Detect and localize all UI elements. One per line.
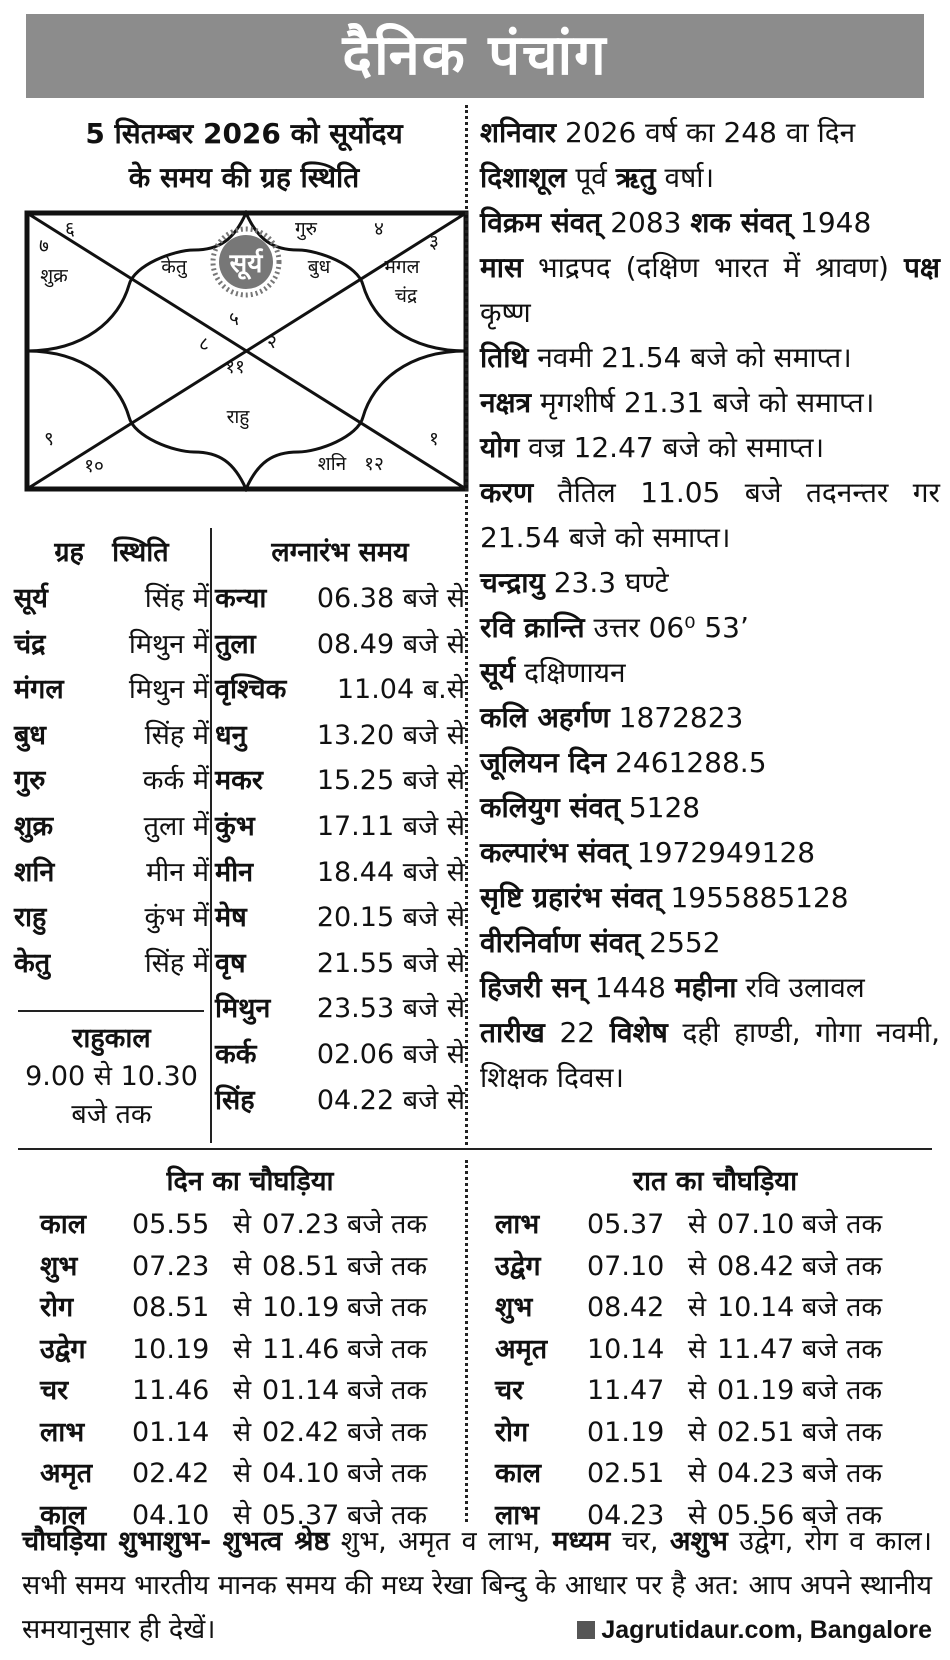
lagna-row	[215, 895, 465, 941]
info-line-kali-ahargan	[480, 695, 940, 740]
divider-vertical-left	[210, 528, 212, 1143]
graha-row	[14, 804, 209, 850]
chog-to: 01.14	[262, 1375, 340, 1406]
info-label: शक संवत्	[690, 206, 792, 239]
planet-shani: शनि	[317, 453, 347, 475]
graha-table	[14, 530, 209, 986]
chog-to: 10.19	[262, 1292, 340, 1323]
lagna-row	[215, 667, 465, 713]
info-line-vaar	[480, 110, 940, 155]
info-value: उत्तर 06⁰ 53’	[593, 611, 749, 644]
planet-budh: बुध	[307, 256, 331, 278]
lagna-time: 08.49 बजे से	[316, 628, 465, 660]
lagna-rashi: कुंभ	[215, 810, 255, 842]
graha-pos: मिथुन में	[128, 628, 209, 660]
lagna-time: 21.55 बजे से	[316, 947, 465, 979]
info-line-tarikh	[480, 1010, 940, 1100]
lagna-rashi: कन्या	[215, 583, 267, 614]
chog-tak: बजे तक	[802, 1250, 883, 1282]
info-value: भाद्रपद (दक्षिण भारत में श्रावण)	[537, 251, 889, 284]
lagna-rashi: तुला	[215, 628, 256, 660]
info-line-samvat	[480, 200, 940, 245]
chog-from: 10.14	[587, 1333, 665, 1365]
chog-tak: बजे तक	[802, 1209, 883, 1240]
chart-title-line2: के समय की ग्रह स्थिति	[128, 161, 360, 194]
chog-to: 11.47	[717, 1333, 795, 1365]
info-label: करण	[480, 476, 534, 509]
raat-choghadiya	[495, 1160, 935, 1536]
chog-to: 05.37	[262, 1499, 340, 1531]
chog-from: 01.19	[587, 1416, 665, 1448]
chog-name: उद्वेग	[40, 1333, 86, 1365]
lagna-row	[215, 713, 465, 759]
chog-from: 07.23	[132, 1250, 210, 1282]
graha-header-col1: ग्रह	[54, 537, 84, 568]
info-line-hijri	[480, 965, 940, 1010]
lagna-rashi: मिथुन	[215, 993, 271, 1025]
info-label: विक्रम संवत्	[480, 206, 602, 239]
chog-se: से	[687, 1292, 707, 1323]
info-line-yog	[480, 425, 940, 470]
info-label: वीरनिर्वाण संवत्	[480, 926, 641, 959]
graha-row	[14, 667, 209, 713]
info-value: 5128	[628, 791, 701, 824]
info-line-chandrayu	[480, 560, 940, 605]
info-label: तिथि	[480, 341, 529, 374]
page-title: दैनिक पंचांग	[26, 14, 924, 98]
lagna-time: 17.11 बजे से	[316, 810, 465, 842]
info-label: महीना	[674, 971, 737, 1004]
lagna-table	[215, 530, 465, 1123]
divider-vertical-main	[465, 105, 468, 1145]
chog-row	[40, 1412, 460, 1454]
house-11: ११	[225, 356, 245, 378]
house-4: ४	[374, 218, 384, 240]
info-value: 2461288.5	[615, 746, 767, 779]
chog-to: 04.10	[262, 1458, 340, 1489]
chog-row	[495, 1370, 935, 1412]
rahukaal-box	[14, 1020, 209, 1134]
chog-tak: बजे तक	[802, 1416, 883, 1448]
chog-to: 02.42	[262, 1416, 340, 1448]
din-choghadiya	[40, 1160, 460, 1536]
info-value: 2552	[649, 926, 721, 959]
brand-text: Jagrutidaur.com, Bangalore	[601, 1616, 932, 1644]
chog-name: काल	[40, 1209, 87, 1240]
footer-bold: मध्यम	[552, 1526, 611, 1557]
info-value: वर्षा।	[664, 161, 715, 194]
info-label: कलियुग संवत्	[480, 791, 620, 824]
lagna-row	[215, 576, 465, 622]
chog-tak: बजे तक	[347, 1209, 428, 1240]
planet-chandra: चंद्र	[394, 285, 418, 307]
house-9: ९	[44, 428, 54, 450]
info-label: तारीख	[480, 1016, 545, 1049]
info-value: तैतिल 11.05 बजे तदनन्तर गर 21.54 बजे को समाप्त।	[480, 476, 940, 554]
house-1: १	[429, 428, 439, 450]
house-12: १२	[364, 453, 384, 475]
graha-header	[14, 530, 209, 576]
lagna-row	[215, 804, 465, 850]
info-label: सृष्टि ग्रहारंभ संवत्	[480, 881, 662, 914]
chog-tak: बजे तक	[347, 1375, 428, 1406]
chog-row	[40, 1287, 460, 1329]
info-label: विशेष	[609, 1016, 668, 1049]
info-label: पक्ष	[904, 251, 941, 284]
chog-name: लाभ	[40, 1416, 85, 1448]
graha-planet: शुक्र	[14, 810, 54, 842]
chart-title-line1: 5 सितम्बर 2026 को सूर्योदय	[85, 117, 403, 150]
chog-row	[40, 1453, 460, 1495]
chog-tak: बजे तक	[802, 1499, 883, 1531]
info-label: योग	[480, 431, 520, 464]
lagna-row	[215, 850, 465, 896]
lagna-rashi: वृश्चिक	[215, 674, 287, 706]
chog-to: 11.46	[262, 1333, 340, 1365]
chog-from: 02.51	[587, 1458, 665, 1489]
rahukaal-title: राहुकाल	[72, 1023, 151, 1054]
chog-from: 04.10	[132, 1499, 210, 1531]
chog-tak: बजे तक	[347, 1416, 428, 1448]
chog-tak: बजे तक	[347, 1458, 428, 1489]
chog-tak: बजे तक	[802, 1375, 883, 1406]
chog-to: 04.23	[717, 1458, 795, 1489]
graha-row	[14, 758, 209, 804]
info-label: चन्द्रायु	[480, 566, 545, 599]
planet-ketu: केतु	[161, 256, 187, 278]
chog-row	[495, 1246, 935, 1288]
lagna-row	[215, 758, 465, 804]
chog-from: 02.42	[132, 1458, 210, 1489]
chog-name: चर	[495, 1375, 524, 1406]
divider-chog-vertical	[465, 1160, 468, 1522]
chog-row	[40, 1204, 460, 1246]
chog-from: 08.51	[132, 1292, 210, 1323]
chog-se: से	[687, 1333, 707, 1365]
lagna-row	[215, 941, 465, 987]
graha-pos: कुंभ में	[144, 902, 209, 934]
graha-planet: सूर्य	[14, 583, 48, 614]
info-label: सूर्य	[480, 656, 516, 689]
info-line-ravi-kranti	[480, 605, 940, 650]
footer-text: चर,	[621, 1526, 659, 1557]
graha-pos: सिंह में	[144, 719, 209, 751]
info-value: 2083	[610, 206, 682, 239]
info-line-veernirvan	[480, 920, 940, 965]
chog-to: 07.23	[262, 1209, 340, 1240]
planet-rahu: राहु	[226, 406, 250, 428]
sun-label: सूर्य	[229, 249, 263, 279]
divider-rahukaal	[18, 1010, 204, 1012]
chog-name: लाभ	[495, 1499, 540, 1531]
chog-se: से	[232, 1250, 252, 1282]
chog-from: 07.10	[587, 1250, 665, 1282]
graha-pos: तुला में	[143, 810, 209, 842]
info-value: दक्षिणायन	[524, 656, 626, 689]
info-line-surya	[480, 650, 940, 695]
house-7: ७	[39, 235, 49, 257]
chog-name: शुभ	[495, 1292, 533, 1323]
chog-to: 07.10	[717, 1209, 795, 1240]
chog-to: 01.19	[717, 1375, 795, 1406]
chog-se: से	[232, 1458, 252, 1489]
chog-tak: बजे तक	[802, 1458, 883, 1489]
chog-to: 02.51	[717, 1416, 795, 1448]
chog-name: अमृत	[495, 1333, 548, 1365]
house-6: ६	[65, 218, 75, 240]
chog-tak: बजे तक	[347, 1499, 428, 1531]
info-value: वज्र 12.47 बजे को समाप्त।	[528, 431, 825, 464]
graha-row	[14, 941, 209, 987]
info-value: 1448	[594, 971, 666, 1004]
info-label: कलि अहर्गण	[480, 701, 610, 734]
sun-emblem	[213, 229, 279, 295]
chog-row	[495, 1453, 935, 1495]
graha-header-col2: स्थिति	[112, 537, 169, 568]
info-label: दिशाशूल	[480, 161, 567, 194]
footer-bold: शुभत्व श्रेष्ठ	[222, 1526, 330, 1557]
graha-row	[14, 713, 209, 759]
info-label: मास	[480, 251, 523, 284]
house-5: ५	[229, 308, 239, 330]
graha-pos: सिंह में	[144, 583, 209, 614]
info-value: 1955885128	[670, 881, 849, 914]
graha-pos: मिथुन में	[128, 674, 209, 706]
info-label: हिजरी सन्	[480, 971, 586, 1004]
lagna-rashi: कर्क	[215, 1038, 257, 1070]
chog-se: से	[687, 1416, 707, 1448]
graha-planet: गुरु	[14, 765, 46, 797]
graha-planet: चंद्र	[14, 628, 46, 660]
chog-from: 05.37	[587, 1209, 665, 1240]
graha-row	[14, 850, 209, 896]
info-value: 1972949128	[636, 836, 816, 869]
planet-guru: गुरु	[294, 218, 318, 240]
chog-from: 11.47	[587, 1375, 665, 1406]
chog-tak: बजे तक	[802, 1333, 883, 1365]
info-label: नक्षत्र	[480, 386, 532, 419]
info-value: 23.3 घण्टे	[553, 566, 669, 599]
info-label: ऋतु	[615, 161, 656, 194]
info-line-dishashool	[480, 155, 940, 200]
chog-name: काल	[495, 1458, 542, 1489]
chog-name: अमृत	[40, 1458, 93, 1489]
chog-tak: बजे तक	[347, 1333, 428, 1365]
info-value: नवमी 21.54 बजे को समाप्त।	[537, 341, 852, 374]
lagna-rashi: वृष	[215, 947, 246, 979]
info-label: कल्पारंभ संवत्	[480, 836, 629, 869]
lagna-rashi: सिंह	[215, 1084, 255, 1116]
chog-name: उद्वेग	[495, 1250, 541, 1282]
divider-chog	[18, 1148, 932, 1150]
lagna-time: 04.22 बजे से	[316, 1084, 465, 1116]
chog-se: से	[687, 1375, 707, 1406]
footer-note	[22, 1520, 932, 1652]
info-value: 1872823	[618, 701, 744, 734]
chog-to: 10.14	[717, 1292, 795, 1323]
info-line-kaliyug	[480, 785, 940, 830]
chog-from: 08.42	[587, 1292, 665, 1323]
footer-brand[interactable]	[577, 1608, 932, 1652]
chog-se: से	[232, 1499, 252, 1531]
chog-row	[495, 1287, 935, 1329]
raat-choghadiya-title: रात का चौघड़िया	[632, 1166, 798, 1197]
house-10: १०	[84, 455, 104, 477]
info-value: 22	[559, 1016, 596, 1049]
info-value: रवि उलावल	[745, 971, 865, 1004]
lagna-time: 18.44 बजे से	[316, 856, 465, 888]
info-label: शनिवार	[480, 116, 557, 149]
chog-tak: बजे तक	[347, 1250, 428, 1282]
info-value: मृगशीर्ष 21.31 बजे को समाप्त।	[539, 386, 875, 419]
info-line-kalparambh	[480, 830, 940, 875]
info-line-julian	[480, 740, 940, 785]
chog-row	[495, 1329, 935, 1371]
din-choghadiya-title: दिन का चौघड़िया	[166, 1166, 334, 1197]
info-line-srishti	[480, 875, 940, 920]
info-value: दही हाण्डी, गोगा नवमी, शिक्षक दिवस।	[480, 1016, 941, 1094]
graha-planet: मंगल	[14, 674, 64, 706]
chog-row	[495, 1204, 935, 1246]
rahukaal-suffix: बजे तक	[71, 1099, 152, 1130]
chog-tak: बजे तक	[347, 1292, 428, 1323]
lagna-time: 15.25 बजे से	[316, 765, 465, 797]
footer-bold: चौघड़िया शुभाशुभ-	[22, 1526, 212, 1557]
chog-se: से	[687, 1209, 707, 1240]
chog-from: 10.19	[132, 1333, 210, 1365]
panchang-info	[480, 110, 940, 1100]
lagna-rashi: मकर	[215, 765, 263, 797]
info-label: जूलियन दिन	[480, 746, 607, 779]
chog-row	[495, 1412, 935, 1454]
lagna-row	[215, 1078, 465, 1124]
chog-se: से	[232, 1209, 252, 1240]
info-line-karan	[480, 470, 940, 560]
graha-planet: बुध	[14, 719, 47, 751]
graha-row	[14, 622, 209, 668]
lagna-time: 11.04 ब.से	[336, 674, 465, 706]
chog-from: 04.23	[587, 1499, 665, 1531]
info-value: 1948	[800, 206, 872, 239]
chog-row	[40, 1329, 460, 1371]
lagna-row	[215, 1032, 465, 1078]
lagna-time: 23.53 बजे से	[316, 993, 465, 1025]
lagna-time: 06.38 बजे से	[316, 583, 465, 614]
info-line-nakshatra	[480, 380, 940, 425]
chog-name: शुभ	[40, 1250, 78, 1282]
chog-se: से	[687, 1499, 707, 1531]
graha-planet: शनि	[14, 856, 55, 888]
chog-to: 08.51	[262, 1250, 340, 1282]
graha-row	[14, 895, 209, 941]
chart-title	[24, 112, 464, 200]
graha-pos: मीन में	[146, 856, 209, 888]
rahukaal-time: 9.00 से 10.30	[25, 1061, 198, 1092]
chog-tak: बजे तक	[802, 1292, 883, 1323]
lagna-time: 02.06 बजे से	[316, 1038, 465, 1070]
info-value: पूर्व	[575, 161, 607, 194]
graha-pos: सिंह में	[144, 947, 209, 979]
lagna-header: लग्नारंभ समय	[271, 537, 409, 568]
lagna-rashi: मेष	[215, 902, 247, 934]
chog-from: 05.55	[132, 1209, 210, 1240]
info-value: कृष्ण	[480, 296, 531, 329]
lagna-rashi: धनु	[215, 719, 247, 751]
graha-planet: राहु	[14, 902, 47, 934]
chog-from: 11.46	[132, 1375, 210, 1406]
lagna-rashi: मीन	[215, 856, 254, 888]
chog-row	[40, 1370, 460, 1412]
chog-name: लाभ	[495, 1209, 540, 1240]
lagna-row	[215, 622, 465, 668]
chog-se: से	[232, 1292, 252, 1323]
chog-to: 05.56	[717, 1499, 795, 1531]
chog-se: से	[232, 1416, 252, 1448]
kundli-chart	[24, 210, 469, 492]
chog-name: रोग	[40, 1292, 74, 1323]
info-line-maas	[480, 245, 940, 335]
chog-se: से	[687, 1458, 707, 1489]
info-line-tithi	[480, 335, 940, 380]
house-2: २	[267, 331, 277, 353]
chog-from: 01.14	[132, 1416, 210, 1448]
house-3: ३	[429, 231, 439, 253]
chog-name: रोग	[495, 1416, 529, 1448]
footer-text: शुभ, अमृत व लाभ,	[340, 1526, 541, 1557]
chog-se: से	[232, 1333, 252, 1365]
graha-row	[14, 576, 209, 622]
lagna-time: 20.15 बजे से	[316, 902, 465, 934]
chog-name: चर	[40, 1375, 69, 1406]
planet-shukra: शुक्र	[40, 265, 68, 287]
chog-se: से	[687, 1250, 707, 1282]
graha-planet: केतु	[14, 947, 51, 979]
chog-se: से	[232, 1375, 252, 1406]
chog-row	[40, 1246, 460, 1288]
graha-pos: कर्क में	[142, 765, 209, 797]
chog-name: काल	[40, 1499, 87, 1531]
lagna-time: 13.20 बजे से	[316, 719, 465, 751]
footer-bold: अशुभ	[669, 1526, 728, 1557]
info-label: रवि क्रान्ति	[480, 611, 585, 644]
chog-to: 08.42	[717, 1250, 795, 1282]
planet-mangal: मंगल	[384, 256, 420, 278]
square-icon	[577, 1621, 595, 1639]
house-8: ८	[199, 333, 209, 355]
lagna-row	[215, 986, 465, 1032]
footer-text: उद्वेग, रोग व काल। सभी समय भारतीय मानक समय की मध्य रेखा बिन्दु के आधार पर है अत: आप अपने स्थानीय समयानुसार ही देखें।	[22, 1526, 932, 1645]
info-value: 2026 वर्ष का 248 वा दिन	[565, 116, 856, 149]
